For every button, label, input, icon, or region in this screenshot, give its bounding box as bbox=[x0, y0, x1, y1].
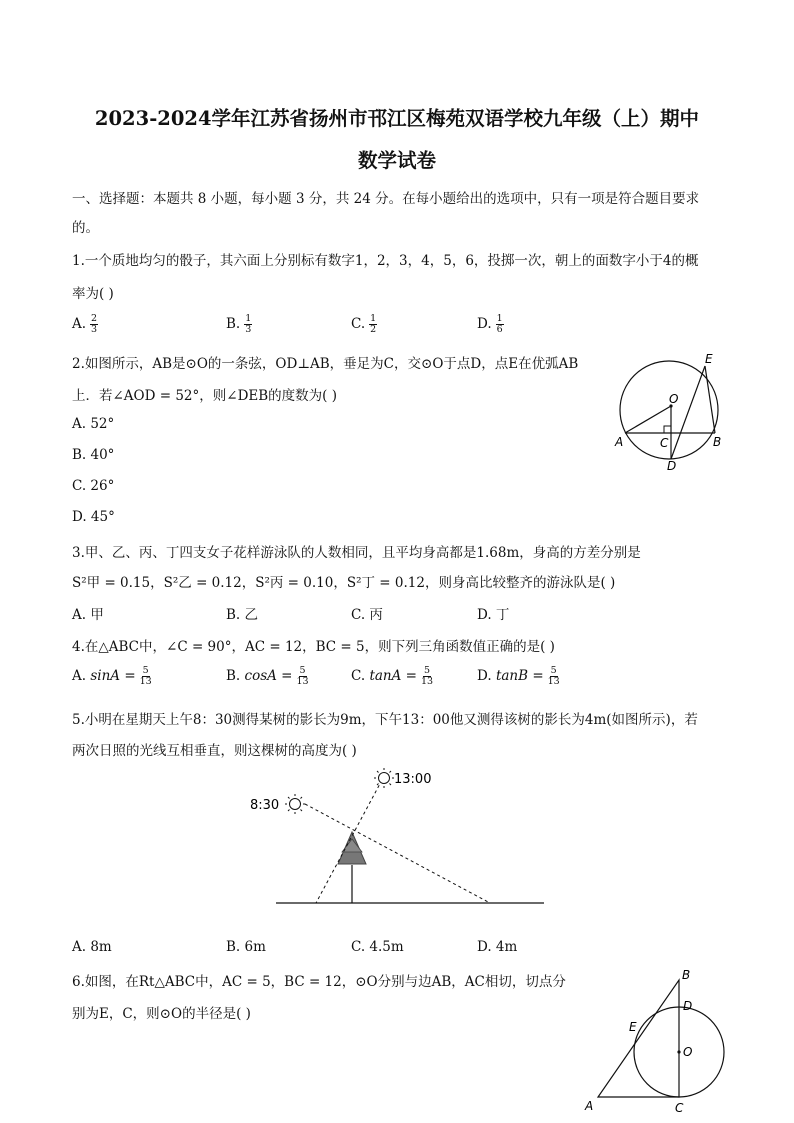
sun-icon-afternoon bbox=[374, 768, 394, 788]
option-label: C. bbox=[351, 316, 366, 332]
q6-triangle-circle-figure bbox=[580, 964, 730, 1120]
sun-icon-morning bbox=[285, 794, 305, 814]
label-d: D bbox=[683, 999, 693, 1013]
q1-option-a[interactable] bbox=[72, 314, 98, 335]
q5-option-b[interactable]: B. 6m bbox=[226, 939, 266, 955]
q3-stem-line2: S²甲 = 0.15，S²乙 = 0.12，S²丙 = 0.10，S²丁 = 0.12，则身高比较整齐的游泳队是( ) bbox=[72, 575, 616, 591]
q3-option-c[interactable]: C. 丙 bbox=[351, 607, 383, 623]
trig-expression: cosA = bbox=[244, 668, 293, 684]
circle-o bbox=[620, 361, 718, 459]
trig-expression: sinA = bbox=[90, 668, 136, 684]
option-label: A. bbox=[72, 668, 87, 684]
triangle-abc bbox=[598, 980, 679, 1097]
q1-option-c[interactable] bbox=[351, 314, 377, 335]
q5-option-d[interactable]: D. 4m bbox=[477, 939, 518, 955]
trig-expression: tanB = bbox=[495, 668, 544, 684]
label-o: O bbox=[683, 1045, 693, 1059]
option-label: B. bbox=[226, 668, 241, 684]
q2-stem-line1: 2.如图所示，AB是⊙O的一条弦，OD⊥AB，垂足为C，交⊙O于点D，点E在优弧AB bbox=[72, 356, 579, 372]
section-header-line1: 一、选择题：本题共 8 小题，每小题 3 分，共 24 分。在每小题给出的选项中，只有一项是符合题目要求 bbox=[72, 191, 700, 207]
q5-option-c[interactable]: C. 4.5m bbox=[351, 939, 404, 955]
label-d: D bbox=[667, 459, 677, 473]
q5-stem-line2: 两次日照的光线互相垂直，则这棵树的高度为( ) bbox=[72, 743, 357, 759]
point-o bbox=[677, 1050, 680, 1053]
q1-stem-line2: 率为( ) bbox=[72, 286, 114, 302]
option-label: D. bbox=[477, 668, 492, 684]
q2-option-d[interactable]: D. 45° bbox=[72, 509, 115, 525]
option-label: D. bbox=[477, 316, 492, 332]
label-e: E bbox=[629, 1020, 637, 1034]
q1-option-b[interactable] bbox=[226, 314, 252, 335]
q5-stem-line1: 5.小明在星期天上午8：30测得某树的影长为9m，下午13：00他又测得该树的影长为4m(如图所示)，若 bbox=[72, 712, 698, 728]
q6-stem-line1: 6.如图，在Rt△ABC中，AC = 5，BC = 12，⊙O分别与边AB，AC相切，切点分 bbox=[72, 974, 566, 990]
q2-option-c[interactable]: C. 26° bbox=[72, 478, 115, 494]
label-c: C bbox=[660, 436, 669, 450]
segment-ed bbox=[671, 366, 705, 459]
right-angle-mark bbox=[664, 426, 671, 433]
trig-expression: tanA = bbox=[369, 668, 417, 684]
q3-option-a[interactable]: A. 甲 bbox=[72, 607, 104, 623]
q4-option-c[interactable] bbox=[351, 666, 433, 687]
fraction: $\frac{1}{3}$ bbox=[245, 313, 252, 335]
label-a: A bbox=[615, 435, 624, 449]
section-header-line2: 的。 bbox=[72, 220, 99, 236]
q4-stem: 4.在△ABC中，∠C = 90°，AC = 12，BC = 5，则下列三角函数值正确的是( ) bbox=[72, 639, 555, 655]
q2-option-a[interactable]: A. 52° bbox=[72, 416, 115, 432]
q3-option-d[interactable]: D. 丁 bbox=[477, 607, 510, 623]
q2-option-b[interactable]: B. 40° bbox=[72, 447, 115, 463]
option-label: C. bbox=[351, 668, 366, 684]
time-label-morning: 8:30 bbox=[250, 798, 280, 813]
label-b: B bbox=[713, 435, 722, 449]
page-title-line2: 数学试卷 bbox=[357, 149, 436, 172]
label-o: O bbox=[669, 392, 679, 406]
q1-stem-line1: 1.一个质地均匀的骰子，其六面上分别标有数字1，2，3，4，5，6，投掷一次，朝上的面数字小于4的概 bbox=[72, 253, 699, 269]
page-title-line1: 2023-2024学年江苏省扬州市邗江区梅苑双语学校九年级（上）期中 bbox=[94, 107, 700, 130]
q3-stem-line1: 3.甲、乙、丙、丁四支女子花样游泳队的人数相同，且平均身高都是1.68m，身高的方差分别是 bbox=[72, 545, 641, 561]
label-c: C bbox=[675, 1101, 684, 1115]
q3-option-b[interactable]: B. 乙 bbox=[226, 607, 259, 623]
segment-eb bbox=[705, 366, 715, 433]
q5-option-a[interactable]: A. 8m bbox=[72, 939, 112, 955]
fraction: $\frac{1}{2}$ bbox=[370, 313, 377, 335]
fraction: $\frac{5}{13}$ bbox=[139, 665, 152, 687]
q2-circle-figure bbox=[612, 348, 732, 476]
fraction: $\frac{1}{6}$ bbox=[496, 313, 503, 335]
time-label-afternoon: 13:00 bbox=[394, 772, 432, 787]
fraction: $\frac{5}{13}$ bbox=[296, 665, 309, 687]
q4-option-a[interactable] bbox=[72, 666, 152, 687]
q4-option-b[interactable] bbox=[226, 666, 309, 687]
option-label: A. bbox=[72, 316, 87, 332]
q6-stem-line2: 别为E，C，则⊙O的半径是( ) bbox=[72, 1006, 251, 1022]
fraction: $\frac{5}{13}$ bbox=[420, 665, 434, 687]
q1-option-d[interactable] bbox=[477, 314, 504, 335]
fraction: $\frac{2}{3}$ bbox=[91, 313, 98, 335]
q5-tree-shadow-figure bbox=[246, 760, 552, 910]
option-label: B. bbox=[226, 316, 241, 332]
tree-crown-upper bbox=[342, 839, 362, 852]
ray-8-30 bbox=[305, 804, 490, 903]
label-e: E bbox=[705, 352, 713, 366]
label-b: B bbox=[682, 968, 691, 982]
q2-stem-line2: 上．若∠AOD = 52°，则∠DEB的度数为( ) bbox=[72, 388, 338, 404]
fraction: $\frac{5}{13}$ bbox=[547, 665, 560, 687]
q4-option-d[interactable] bbox=[477, 666, 560, 687]
label-a: A bbox=[585, 1099, 594, 1113]
